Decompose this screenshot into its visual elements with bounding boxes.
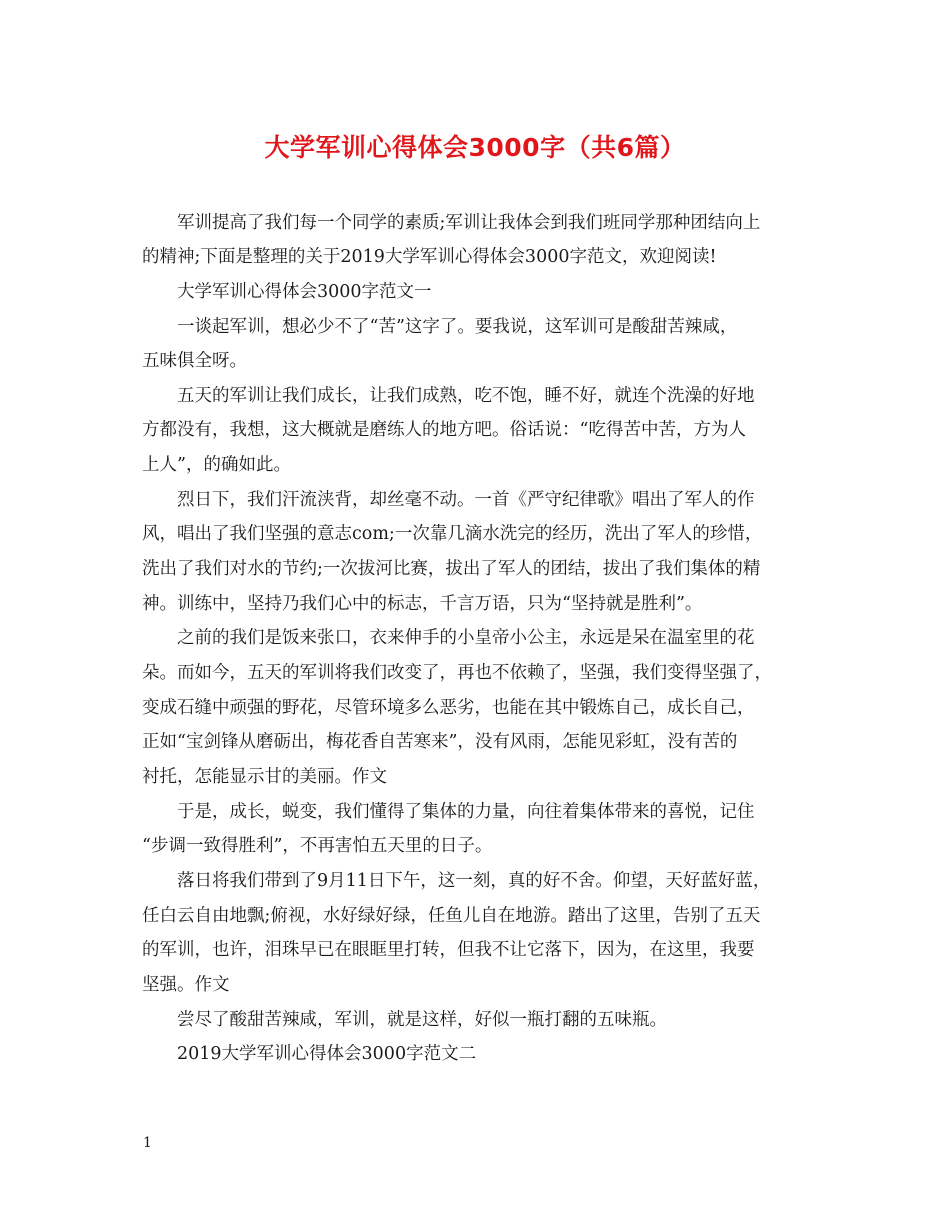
body-line: 方都没有，我想，这大概就是磨练人的地方吧。俗话说：“吃得苦中苦，方为人 <box>142 420 746 440</box>
document-title: 大学军训心得体会3000字（共6篇） <box>264 133 686 162</box>
body-line: 一谈起军训，想必少不了“苦”这字了。要我说，这军训可是酸甜苦辣咸， <box>177 317 738 337</box>
body-line: 的精神;下面是整理的关于2019大学军训心得体会3000字范文，欢迎阅读! <box>142 247 717 267</box>
body-line: 五天的军训让我们成长，让我们成熟，吃不饱，睡不好，就连个洗澡的好地 <box>177 386 755 406</box>
body-line: 军训提高了我们每一个同学的素质;军训让我体会到我们班同学那种团结向上 <box>177 213 761 233</box>
body-line: 衬托，怎能显示甘的美丽。作文 <box>142 767 387 787</box>
body-line: 神。训练中，坚持乃我们心中的标志，千言万语，只为“坚持就是胜利”。 <box>142 594 703 614</box>
body-line: 任白云自由地飘;俯视，水好绿好绿，任鱼儿自在地游。踏出了这里，告别了五天 <box>142 906 761 926</box>
body-line: 朵。而如今，五天的军训将我们改变了，再也不依赖了，坚强，我们变得坚强了， <box>142 663 772 683</box>
body-line: 正如“宝剑锋从磨砺出，梅花香自苦寒来”，没有风雨，怎能见彩虹，没有苦的 <box>142 732 738 752</box>
body-line: 之前的我们是饭来张口，衣来伸手的小皇帝小公主，永远是呆在温室里的花 <box>177 628 755 648</box>
section-heading: 大学军训心得体会3000字范文一 <box>177 282 432 302</box>
body-line: 上人”，的确如此。 <box>142 455 291 475</box>
page-number: 1 <box>143 1135 152 1151</box>
body-line: 五味俱全呀。 <box>142 351 247 371</box>
body-line: “步调一致得胜利”，不再害怕五天里的日子。 <box>142 836 493 856</box>
body-line: 洗出了我们对水的节约;一次拔河比赛，拔出了军人的团结，拔出了我们集体的精 <box>142 559 761 579</box>
body-line: 风，唱出了我们坚强的意志com;一次靠几滴水洗完的经历，洗出了军人的珍惜， <box>142 524 763 544</box>
body-line: 尝尽了酸甜苦辣咸，军训，就是这样，好似一瓶打翻的五味瓶。 <box>177 1010 667 1030</box>
body-line: 于是，成长，蜕变，我们懂得了集体的力量，向往着集体带来的喜悦，记住 <box>177 802 755 822</box>
body-line: 落日将我们带到了9月11日下午，这一刻，真的好不舍。仰望，天好蓝好蓝， <box>177 871 771 891</box>
section-heading: 2019大学军训心得体会3000字范文二 <box>177 1044 477 1064</box>
body-line: 烈日下，我们汗流浃背，却丝毫不动。一首《严守纪律歌》唱出了军人的作 <box>177 490 755 510</box>
body-line: 坚强。作文 <box>142 975 230 995</box>
body-line: 变成石缝中顽强的野花，尽管环境多么恶劣，也能在其中锻炼自己，成长自己， <box>142 698 755 718</box>
body-line: 的军训，也许，泪珠早已在眼眶里打转，但我不让它落下，因为，在这里，我要 <box>142 940 755 960</box>
